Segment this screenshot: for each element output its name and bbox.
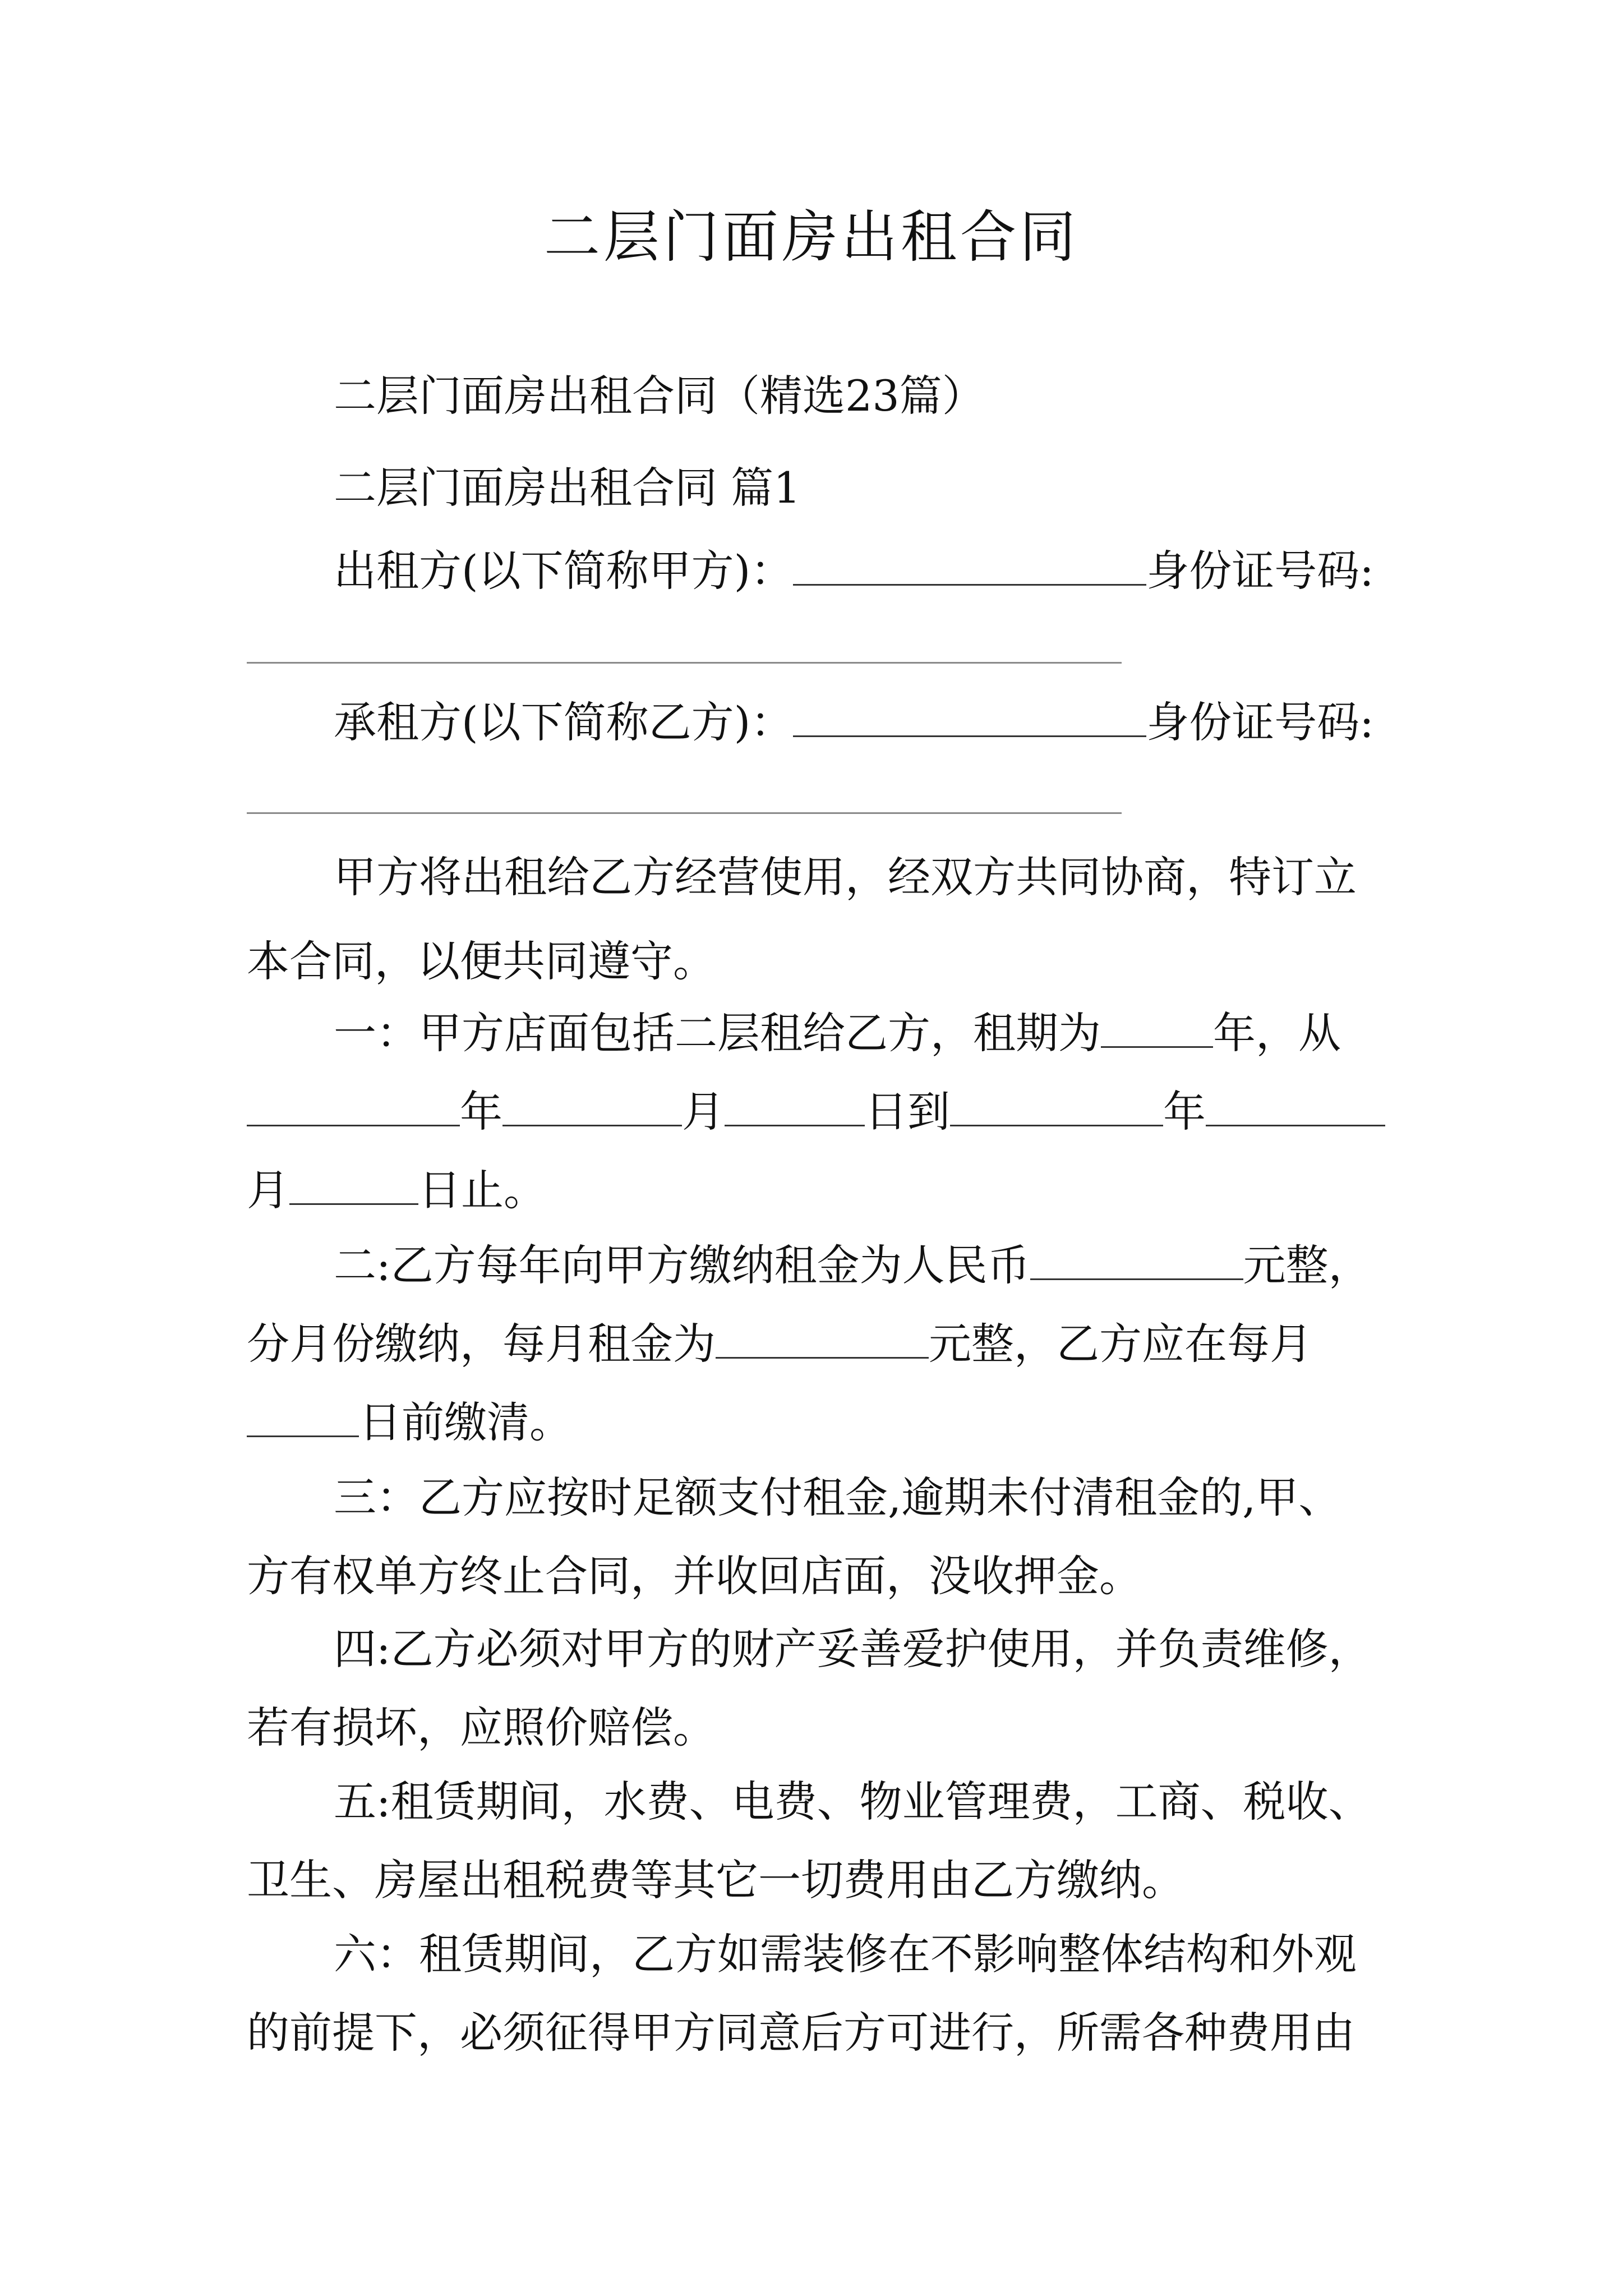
clause1-line-2 [247,1084,1385,1140]
clause2-text-d: 元整，乙方应在每月 [929,1319,1312,1369]
clause1-line-3 [247,1162,546,1218]
lessee-id-blank[interactable] [247,812,1122,814]
clause2-line-2 [247,1316,1312,1372]
clause2-text-e: 日前缴清。 [359,1397,572,1447]
section-heading: 二层门面房出租合同 篇1 [334,463,801,513]
document-subtitle: 二层门面房出租合同（精选23篇） [334,371,985,421]
intro-line-2: 本合同，以便共同遵守。 [247,936,716,986]
lessor-id-label: 身份证号码: [1146,546,1374,596]
lessor-line [334,543,1374,599]
clause6-line-2: 的前提下，必须征得甲方同意后方可进行，所需各种费用由 [247,2008,1355,2058]
clause6-line-1: 六：租赁期间，乙方如需装修在不影响整体结构和外观 [334,1929,1357,1979]
clause5-line-1: 五:租赁期间，水费、电费、物业管理费，工商、税收、 [334,1777,1371,1826]
clause1-text-b: 年，从 [1213,1008,1341,1058]
clause1-end-label: 日止。 [418,1165,546,1215]
lessee-label: 承租方(以下简称乙方)： [334,697,794,747]
clause4-line-1: 四:乙方必须对甲方的财产妥善爱护使用，并负责维修， [334,1624,1371,1674]
clause1-year-label: 年 [460,1087,502,1137]
clause2-text-c: 分月份缴纳，每月租金为 [247,1319,716,1369]
intro-line-1: 甲方将出租给乙方经营使用，经双方共同协商，特订立 [334,852,1357,902]
clause2-line-1 [334,1237,1371,1294]
payment-day-blank[interactable] [247,1396,359,1437]
clause5-line-2: 卫生、房屋出租税费等其它一切费用由乙方缴纳。 [247,1855,1184,1905]
lessee-name-blank[interactable] [793,696,1146,737]
clause2-text-b: 元整， [1243,1240,1371,1290]
start-month-blank[interactable] [502,1085,682,1126]
clause2-text-a: 二:乙方每年向甲方缴纳租金为人民币 [334,1240,1030,1290]
annual-rent-blank[interactable] [1030,1239,1243,1280]
clause1-day-to-label: 日到 [865,1087,950,1137]
monthly-rent-blank[interactable] [716,1318,929,1359]
clause1-month-label: 月 [682,1087,725,1137]
lessor-id-blank[interactable] [247,662,1122,664]
end-year-blank[interactable] [950,1085,1163,1126]
end-month-blank-part1[interactable] [1206,1085,1385,1126]
document-title: 二层门面房出租合同 [544,204,1079,270]
lessor-name-blank[interactable] [793,545,1146,586]
lease-years-blank[interactable] [1101,1007,1213,1048]
clause2-line-3 [247,1395,572,1451]
clause3-line-2: 方有权单方终止合同，并收回店面，没收押金。 [247,1551,1142,1601]
clause1-end-year-label: 年 [1163,1087,1206,1137]
end-day-blank[interactable] [289,1164,418,1205]
clause4-line-2: 若有损坏，应照价赔偿。 [247,1703,716,1752]
start-day-blank[interactable] [725,1085,865,1126]
clause1-text-a: 一：甲方店面包括二层租给乙方，租期为 [334,1008,1101,1058]
lessee-line [334,694,1374,751]
lessee-id-label: 身份证号码: [1146,697,1374,747]
clause1-end-month-label: 月 [247,1165,289,1215]
start-year-blank[interactable] [247,1085,460,1126]
clause1-line-1 [334,1005,1341,1061]
clause3-line-1: 三：乙方应按时足额支付租金,逾期未付清租金的,甲、 [334,1473,1341,1522]
lessor-label: 出租方(以下简称甲方)： [334,546,794,596]
